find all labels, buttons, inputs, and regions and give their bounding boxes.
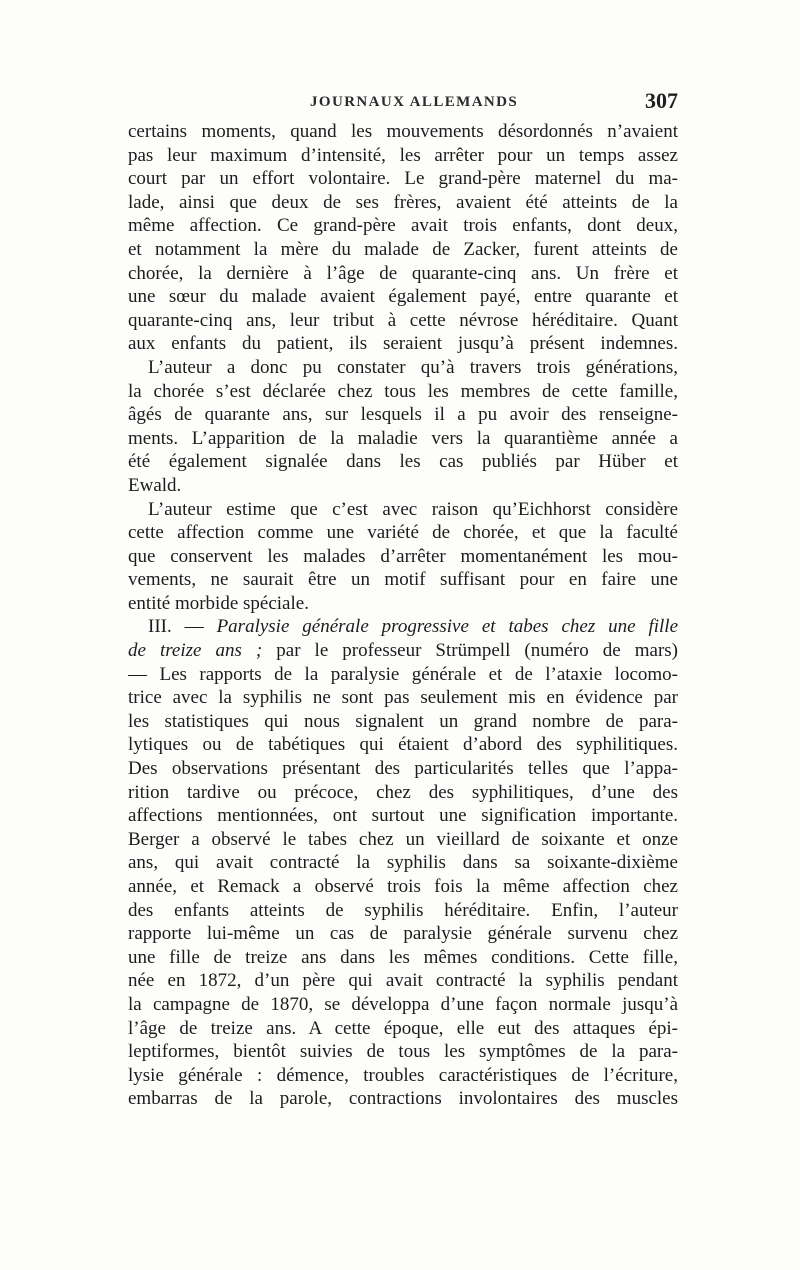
text-line: embarras de la parole, contractions involontaires des muscles	[128, 1088, 678, 1110]
text-line: pas leur maximum d’intensité, les arrêter pour un temps assez	[128, 144, 678, 166]
section-title-italic: Paralysie générale progressive et tabes chez une fille	[216, 616, 678, 638]
text-line: année, et Remack a observé trois fois la même affection chez	[128, 876, 678, 897]
text-line: lade, ainsi que deux de ses frères, avaient été atteints de la	[128, 191, 678, 213]
text-line: cette affection comme une variété de chorée, et que la faculté	[128, 522, 678, 544]
body-text	[128, 120, 678, 1111]
text-line: certains moments, quand les mouvements désordonnés n’avaient	[128, 121, 678, 142]
section-numeral: III. —	[148, 616, 217, 638]
paragraph-start-line: L’auteur a donc pu constater qu’à travers trois générations,	[148, 356, 678, 378]
text-line: ments. L’apparition de la maladie vers la quarantième année a	[128, 427, 678, 449]
section-heading-line	[128, 615, 678, 639]
section-title-italic-end: de treize ans ;	[128, 640, 263, 662]
text-line: leptiformes, bientôt suivies de tous les symptômes de la para-	[128, 1041, 678, 1063]
text-line: rition tardive ou précoce, chez des syphilitiques, d’une des	[128, 781, 678, 803]
text-line: Ewald.	[128, 474, 182, 496]
text-line: la campagne de 1870, se développa d’une façon normale jusqu’à	[128, 993, 678, 1015]
section-author: par le professeur Strümpell (numéro de mars)	[262, 640, 678, 662]
page-number: 307	[645, 88, 678, 113]
text-line: les statistiques qui nous signalent un grand nombre de para-	[128, 710, 678, 732]
text-line: ans, qui avait contracté la syphilis dans sa soixante-dixième	[128, 852, 678, 874]
text-line: l’âge de treize ans. A cette époque, elle eut des attaques épi-	[128, 1017, 678, 1039]
section-heading-line-2	[128, 639, 678, 663]
text-line: une fille de treize ans dans les mêmes conditions. Cette fille,	[128, 946, 678, 968]
text-line: lysie générale : démence, troubles caractéristiques de l’écriture,	[128, 1064, 678, 1086]
text-line: âgés de quarante ans, sur lesquels il a pu avoir des renseigne-	[128, 404, 678, 426]
text-line: Des observations présentant des particularités telles que l’appa-	[128, 758, 678, 780]
text-line: même affection. Ce grand-père avait trois enfants, dont deux,	[128, 215, 678, 237]
text-line: Berger a observé le tabes chez un vieillard de soixante et onze	[128, 828, 678, 850]
text-line: entité morbide spéciale.	[128, 592, 309, 614]
text-line: chorée, la dernière à l’âge de quarante-cinq ans. Un frère et	[128, 262, 678, 284]
text-line: trice avec la syphilis ne sont pas seulement mis en évidence par	[128, 687, 678, 709]
text-line: lytiques ou de tabétiques qui étaient d’abord des syphilitiques.	[128, 734, 678, 756]
running-title: JOURNAUX ALLEMANDS	[310, 94, 519, 110]
text-line: et notamment la mère du malade de Zacker, furent atteints de	[128, 238, 678, 260]
text-line: affections mentionnées, ont surtout une signification importante.	[128, 805, 678, 827]
text-line: née en 1872, d’un père qui avait contracté la syphilis pendant	[128, 970, 678, 992]
text-line: quarante-cinq ans, leur tribut à cette névrose héréditaire. Quant	[128, 309, 678, 331]
text-line: — Les rapports de la paralysie générale et de l’ataxie locomo-	[128, 663, 678, 685]
text-line: vements, ne saurait être un motif suffisant pour en faire une	[128, 569, 678, 591]
page-header	[128, 88, 678, 118]
text-line: que conservent les malades d’arrêter momentanément les mou-	[128, 545, 678, 567]
paragraph-start-line: L’auteur estime que c’est avec raison qu’Eichhorst considère	[148, 498, 678, 520]
text-line: rapporte lui-même un cas de paralysie générale survenu chez	[128, 923, 678, 945]
text-line: court par un effort volontaire. Le grand-père maternel du ma-	[128, 168, 678, 190]
text-line: une sœur du malade avaient également payé, entre quarante et	[128, 286, 678, 308]
text-line: été également signalée dans les cas publiés par Hüber et	[128, 451, 678, 473]
text-line: aux enfants du patient, ils seraient jusqu’à présent indemnes.	[128, 333, 678, 355]
text-line: des enfants atteints de syphilis héréditaire. Enfin, l’auteur	[128, 899, 678, 921]
text-line: la chorée s’est déclarée chez tous les membres de cette famille,	[128, 380, 678, 402]
